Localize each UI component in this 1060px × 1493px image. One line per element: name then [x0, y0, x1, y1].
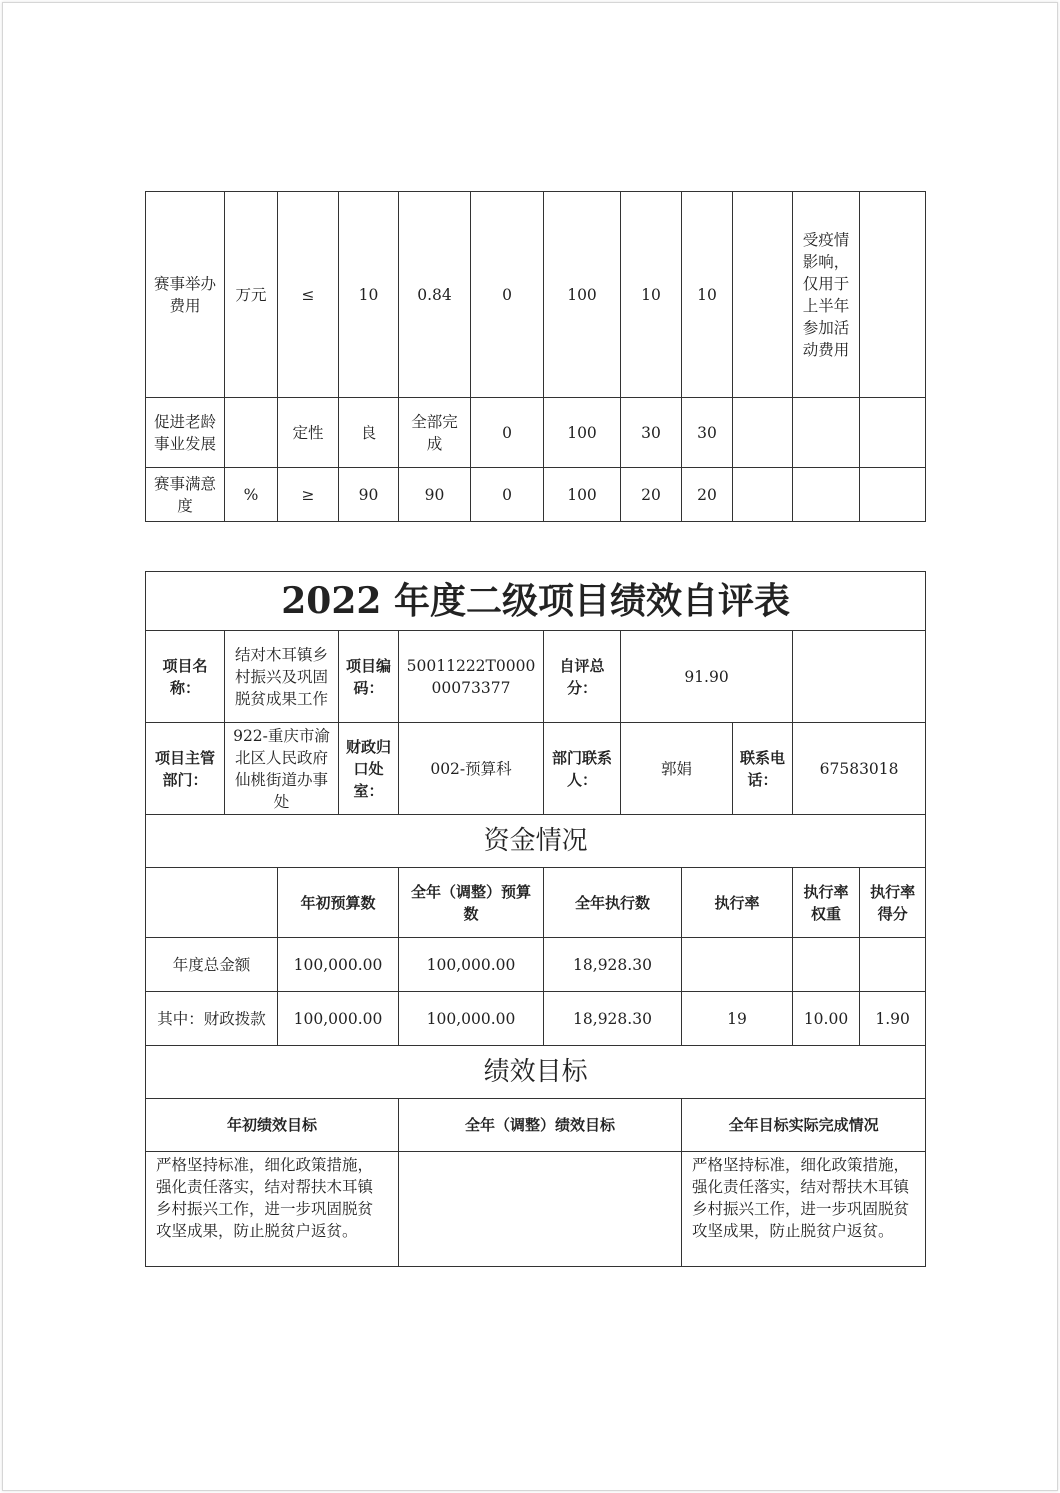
- indicator-score: 10: [682, 192, 733, 398]
- indicator-note: 受疫情影响，仅用于上半年参加活动费用: [793, 192, 860, 398]
- contact-value: 郭娟: [621, 723, 733, 815]
- indicator-unit: 万元: [225, 192, 278, 398]
- indicator-weight: 10: [621, 192, 682, 398]
- finance-office-label: 财政归口处室：: [339, 723, 399, 815]
- indicator-name: 赛事满意度: [146, 468, 225, 522]
- empty-cell: [146, 868, 278, 938]
- project-name-label: 项目名称：: [146, 631, 225, 723]
- indicator-unit: [225, 398, 278, 468]
- section-row: [146, 1046, 926, 1099]
- table-row: [146, 723, 926, 815]
- table-header-row: [146, 868, 926, 938]
- indicator-weight: 20: [621, 468, 682, 522]
- indicator-unit: %: [225, 468, 278, 522]
- dept-value: 922-重庆市渝北区人民政府仙桃街道办事处: [225, 723, 339, 815]
- indicator-note: [793, 398, 860, 468]
- indicator-cell: [733, 468, 793, 522]
- title-row: [146, 572, 926, 631]
- column-header: 年初预算数: [278, 868, 399, 938]
- funds-adjusted: 100,000.00: [399, 992, 544, 1046]
- indicator-score: 20: [682, 468, 733, 522]
- funds-executed: 18,928.30: [544, 992, 682, 1046]
- column-header: 执行率得分: [860, 868, 926, 938]
- funds-executed: 18,928.30: [544, 938, 682, 992]
- contact-label: 部门联系人：: [544, 723, 621, 815]
- self-score-label: 自评总分：: [544, 631, 621, 723]
- funds-adjusted: 100,000.00: [399, 938, 544, 992]
- funds-weight: [793, 938, 860, 992]
- self-score: 91.90: [621, 631, 793, 723]
- funds-rate: 19: [682, 992, 793, 1046]
- table-row: [146, 992, 926, 1046]
- funds-weight: 10.00: [793, 992, 860, 1046]
- goal-initial: 严格坚持标准，细化政策措施，强化责任落实，结对帮扶木耳镇乡村振兴工作，进一步巩固脱贫攻坚成果，防止脱贫户返贫。: [146, 1152, 399, 1267]
- indicator-cell: 0: [471, 398, 544, 468]
- indicator-target: 良: [339, 398, 399, 468]
- funds-section-title: 资金情况: [146, 815, 926, 868]
- table-row: [146, 631, 926, 723]
- phone-label: 联系电话：: [733, 723, 793, 815]
- indicator-cell: 100: [544, 398, 621, 468]
- indicator-table: [145, 191, 926, 522]
- project-code-label: 项目编码：: [339, 631, 399, 723]
- indicator-cell: [860, 468, 926, 522]
- funds-initial: 100,000.00: [278, 938, 399, 992]
- indicator-cell: 0: [471, 192, 544, 398]
- finance-office-value: 002-预算科: [399, 723, 544, 815]
- funds-rate: [682, 938, 793, 992]
- indicator-actual: 90: [399, 468, 471, 522]
- indicator-weight: 30: [621, 398, 682, 468]
- column-header: 全年目标实际完成情况: [682, 1099, 926, 1152]
- table-row: [146, 938, 926, 992]
- goals-section-title: 绩效目标: [146, 1046, 926, 1099]
- indicator-score: 30: [682, 398, 733, 468]
- indicator-cell: [860, 192, 926, 398]
- indicator-name: 促进老龄事业发展: [146, 398, 225, 468]
- indicator-operator: ≥: [278, 468, 339, 522]
- indicator-cell: [733, 398, 793, 468]
- funds-score: [860, 938, 926, 992]
- column-header: 执行率: [682, 868, 793, 938]
- funds-row-label: 其中：财政拨款: [146, 992, 278, 1046]
- form-title: 2022 年度二级项目绩效自评表: [146, 572, 926, 631]
- indicator-operator: ≤: [278, 192, 339, 398]
- indicator-operator: 定性: [278, 398, 339, 468]
- dept-label: 项目主管部门：: [146, 723, 225, 815]
- indicator-actual: 0.84: [399, 192, 471, 398]
- funds-initial: 100,000.00: [278, 992, 399, 1046]
- indicator-target: 10: [339, 192, 399, 398]
- indicator-target: 90: [339, 468, 399, 522]
- column-header: 全年（调整）绩效目标: [399, 1099, 682, 1152]
- section-row: [146, 815, 926, 868]
- phone-value: 67583018: [793, 723, 926, 815]
- indicator-cell: 0: [471, 468, 544, 522]
- funds-score: 1.90: [860, 992, 926, 1046]
- column-header: 年初绩效目标: [146, 1099, 399, 1152]
- indicator-cell: [733, 192, 793, 398]
- table-row: [146, 1152, 926, 1267]
- empty-cell: [793, 631, 926, 723]
- indicator-cell: 100: [544, 468, 621, 522]
- table-row: [146, 398, 926, 468]
- goal-actual: 严格坚持标准，细化政策措施，强化责任落实，结对帮扶木耳镇乡村振兴工作，进一步巩固脱贫攻坚成果，防止脱贫户返贫。: [682, 1152, 926, 1267]
- column-header: 执行率权重: [793, 868, 860, 938]
- evaluation-form: [145, 571, 926, 1267]
- table-header-row: [146, 1099, 926, 1152]
- table-row: [146, 192, 926, 398]
- table-row: [146, 468, 926, 522]
- goal-adjusted: [399, 1152, 682, 1267]
- column-header: 全年执行数: [544, 868, 682, 938]
- funds-row-label: 年度总金额: [146, 938, 278, 992]
- indicator-cell: [860, 398, 926, 468]
- project-name: 结对木耳镇乡村振兴及巩固脱贫成果工作: [225, 631, 339, 723]
- column-header: 全年（调整）预算数: [399, 868, 544, 938]
- indicator-actual: 全部完成: [399, 398, 471, 468]
- indicator-note: [793, 468, 860, 522]
- indicator-name: 赛事举办费用: [146, 192, 225, 398]
- indicator-cell: 100: [544, 192, 621, 398]
- project-code: 50011222T000000073377: [399, 631, 544, 723]
